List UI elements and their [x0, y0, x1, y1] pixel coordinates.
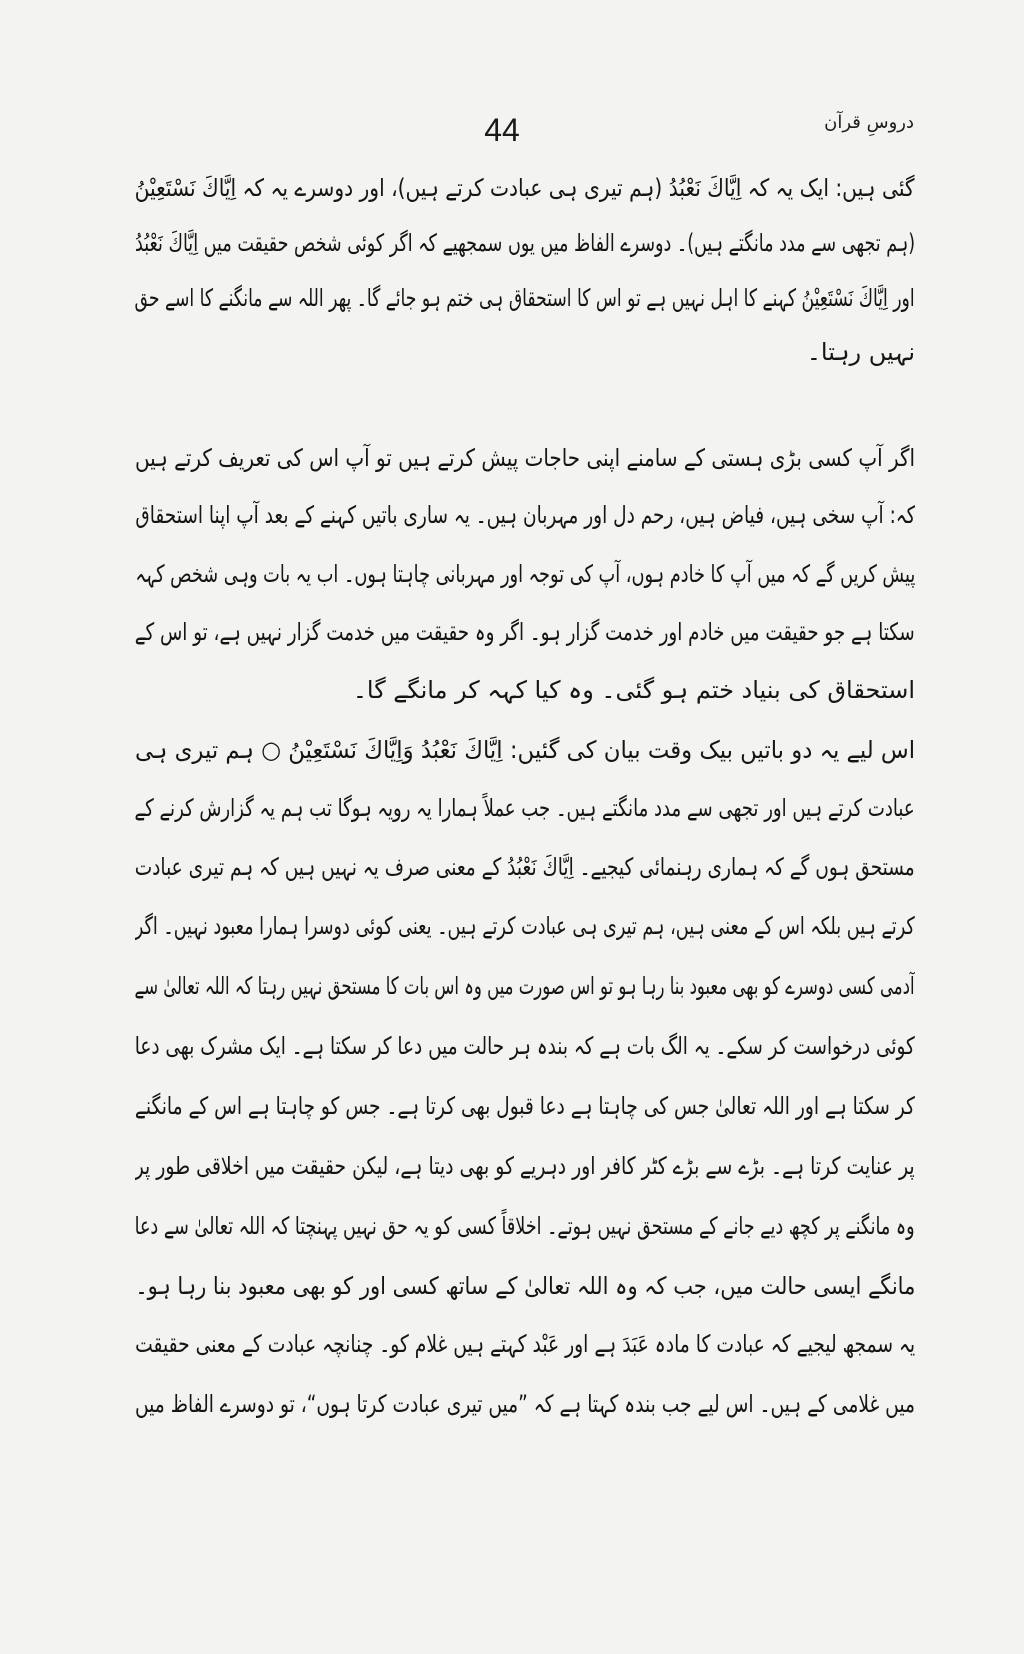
text-line	[135, 1021, 915, 1071]
text-line-content: مستحق ہوں گے کہ ہماری رہنمائی کیجیے۔ اِيَّاكَ نَعْبُدُ کے معنی صرف یہ نہیں ہیں کہ ہم تیری عبادت	[135, 853, 915, 881]
text-line-content: کوئی درخواست کر سکے۔ یہ الگ بات ہے کہ بندہ ہر حالت میں دعا کر سکتا ہے۔ ایک مشرک بھی دعا	[135, 1032, 915, 1060]
running-title: دروسِ قرآن	[824, 112, 914, 133]
text-line-content: یہ سمجھ لیجیے کہ عبادت کا مادہ عَبَدَ ہے اور عَبْد کہتے ہیں غلام کو۔ چنانچہ عبادت کے معنی حقیقت	[135, 1330, 915, 1358]
text-line-content: مانگے ایسی حالت میں، جب کہ وہ اللہ تعالیٰ کے ساتھ کسی اور کو بھی معبود بنا رہا ہو۔	[135, 1272, 915, 1300]
text-line-content: اگر آپ کسی بڑی ہستی کے سامنے اپنی حاجات پیش کرتے ہیں تو آپ اس کی تعریف کرتے ہیں	[135, 444, 915, 472]
text-line	[135, 327, 915, 377]
text-line-content: کہ: آپ سخی ہیں، فیاض ہیں، رحم دل اور مہربان ہیں۔ یہ ساری باتیں کہنے کے بعد آپ اپنا استحقاق	[135, 501, 915, 529]
text-line-content: استحقاق کی بنیاد ختم ہو گئی۔ وہ کیا کہہ کر مانگے گا۔	[352, 676, 915, 704]
text-line-content: سکتا ہے جو حقیقت میں خادم اور خدمت گزار ہو۔ اگر وہ حقیقت میں خدمت گزار نہیں ہے، تو اس کے	[135, 618, 915, 646]
text-line	[135, 490, 915, 540]
text-line	[135, 1379, 915, 1429]
text-line	[135, 1261, 915, 1311]
text-line	[135, 842, 915, 892]
text-line	[135, 218, 915, 268]
text-line	[135, 549, 915, 599]
text-line-content: کر سکتا ہے اور اللہ تعالیٰ جس کی چاہتا ہے دعا قبول بھی کرتا ہے۔ جس کو چاہتا ہے اس کے مانگنے	[135, 1092, 915, 1120]
text-line-content: پیش کریں گے کہ میں آپ کا خادم ہوں، آپ کی توجہ اور مہربانی چاہتا ہوں۔ اب یہ بات وہی شخص کہہ	[135, 560, 915, 588]
text-line	[135, 433, 915, 483]
text-line-content: میں غلامی کے ہیں۔ اس لیے جب بندہ کہتا ہے کہ ”میں تیری عبادت کرتا ہوں“، تو دوسرے الفاظ میں	[135, 1390, 915, 1418]
text-line	[135, 665, 915, 715]
text-line-content: اس لیے یہ دو باتیں بیک وقت بیان کی گئیں: اِيَّاكَ نَعْبُدُ وَاِيَّاكَ نَسْتَعِيْنُ ○ ہم تیری ہی	[135, 736, 915, 764]
text-line-content: اور اِيَّاكَ نَسْتَعِيْنُ کہنے کا اہل نہیں ہے تو اس کا استحقاق ہی ختم ہو جائے گا۔ پھر اللہ سے مانگنے کا اسے حق	[135, 284, 915, 312]
text-line	[135, 783, 915, 833]
text-line-content: نہیں رہتا۔	[806, 338, 915, 366]
text-line-content: کرتے ہیں بلکہ اس کے معنی ہیں، ہم تیری ہی عبادت کرتے ہیں۔ یعنی کوئی دوسرا ہمارا معبود نہیں۔ اگر	[135, 912, 915, 940]
text-line	[135, 273, 915, 323]
text-line-content: وہ مانگنے پر کچھ دیے جانے کے مستحق نہیں ہوتے۔ اخلاقاً کسی کو یہ حق نہیں پہنچتا کہ اللہ تعالیٰ سے دعا	[135, 1212, 915, 1240]
text-line	[135, 725, 915, 775]
text-line	[135, 1141, 915, 1191]
text-line	[135, 961, 915, 1011]
text-line	[135, 163, 915, 213]
text-line	[135, 1081, 915, 1131]
text-line-content: (ہم تجھی سے مدد مانگتے ہیں)۔ دوسرے الفاظ میں یوں سمجھیے کہ اگر کوئی شخص حقیقت میں اِيَّاكَ نَعْبُدُ	[135, 229, 915, 257]
text-line-content: گئی ہیں: ایک یہ کہ اِيَّاكَ نَعْبُدُ (ہم تیری ہی عبادت کرتے ہیں)، اور دوسرے یہ کہ اِيَّاكَ نَسْتَعِيْنُ	[135, 174, 915, 202]
text-line	[135, 607, 915, 657]
text-line	[135, 1201, 915, 1251]
text-line	[135, 901, 915, 951]
page-number: 44	[484, 112, 520, 148]
text-line-content: عبادت کرتے ہیں اور تجھی سے مدد مانگتے ہیں۔ جب عملاً ہمارا یہ رویہ ہوگا تب ہم یہ گزارش کرنے کے	[135, 794, 915, 822]
text-line-content: پر عنایت کرتا ہے۔ بڑے سے بڑے کٹر کافر اور دہریے کو بھی دیتا ہے، لیکن حقیقت میں اخلاقی طور پر	[135, 1152, 915, 1180]
text-line-content: آدمی کسی دوسرے کو بھی معبود بنا رہا ہو تو اس صورت میں وہ اس بات کا مستحق نہیں رہتا کہ اللہ تعالیٰ سے	[135, 972, 915, 1000]
text-line	[135, 1319, 915, 1369]
